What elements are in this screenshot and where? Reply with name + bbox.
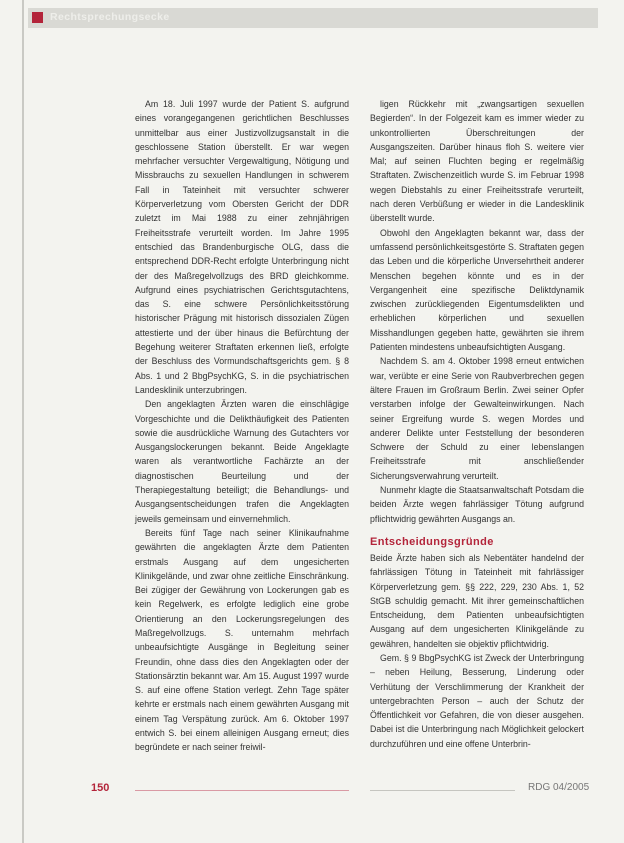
body-paragraph: Nunmehr klagte die Staatsanwaltschaft Potsdam die beiden Ärzte wegen fahrlässiger Tötung aufgrund pflichtwidrig gewährten Ausgangs an. [370, 485, 584, 524]
text-column-left [135, 97, 349, 755]
section-marker-icon [32, 12, 43, 23]
body-paragraph: Nachdem S. am 4. Oktober 1998 erneut entwichen war, verübte er eine Serie von Raubverbrechen gegen ältere Frauen im Großraum Berlin. Zwei seiner Opfer verstarben infolge der Gewalteinwirkungen. Nach seiner Ergreifung wurde S. wegen Mordes und anderer Delikte unter Feststellung der besonderen Schwere der Schuld zu einer lebenslangen Freiheitsstrafe mit anschließender Sicherungsverwahrung verurteilt. [370, 356, 584, 481]
section-header-bar [28, 8, 598, 28]
margin-rule [22, 0, 24, 843]
body-paragraph: Obwohl den Angeklagten bekannt war, dass der umfassend persönlichkeitsgestörte S. Straftaten gegen das Leben und die körperliche Unversehrtheit anderer Menschen begehen könnte und es in der Vergangenheit eine spezifische Deliktdynamik zwischen zurückliegenden Eigentumsdelikten und erheblichen körperlichen und sexuellen Misshandlungen gegeben hatte, gewährten sie ihrem Patienten mindestens unbeaufsichtigten Ausgang. [370, 227, 584, 353]
footer-rule-right [370, 790, 515, 791]
section-title: Rechtsprechungsecke [50, 11, 170, 23]
body-paragraph: Am 18. Juli 1997 wurde der Patient S. aufgrund eines vorangegangenen gerichtlichen Beschlusses unmittelbar aus einer Justizvollzugsanstalt in die geschlossene Station überstellt. Er war wegen mehrfacher versuchter Vergewaltigung, Nötigung und Missbrauchs zu sexuellen Handlungen in schwerem Fall in Tateinheit mit versuchter schwerer Körperverletzung vom Obersten Gericht der DDR zuletzt im Mai 1988 zu einer zehnjährigen Freiheitsstrafe verurteilt worden. Im Jahre 1995 entschied das Brandenburgische OLG, dass die entsprechend DDR-Recht erfolgte Unterbringung nicht der des Maßregelvollzugs des BRD gleichkomme. Aufgrund eines psychiatrischen Gerichtsgutachtens, das S. eine schwere Persönlichkeitsstörung historischer Prägung mit historisch dissozialen Zügen attestierte und der über hinaus die Befürchtung der Begehung weiterer Straftaten erkennen ließ, erfolgte der Beschluss des Vormundschaftsgerichts gem. § 8 Abs. 1 und 2 BbgPsychKG, S. in die psychiatrischen Landesklinik unterzubringen. [135, 99, 349, 395]
text-column-right [370, 97, 584, 751]
body-paragraph: Beide Ärzte haben sich als Nebentäter handelnd der fahrlässigen Tötung in Tateinheit mit fahrlässiger Körperverletzung gem. §§ 222, 229, 230 Abs. 1, 52 StGB schuldig gemacht. Mit ihrer gemeinschaftlichen Entscheidung, dem Patienten unbeaufsichtigten Ausgang auf dem ungesicherten Klinikgelände zu gewähren, handelten sie objektiv pflichtwidrig. [370, 552, 584, 649]
issue-reference: RDG 04/2005 [528, 782, 590, 793]
body-paragraph: ligen Rückkehr mit „zwangsartigen sexuellen Begierden“. In der Folgezeit kam es immer wieder zu unkontrollierten Überschreitungen der Ausgangszeiten. Darüber hinaus floh S. weitere vier Mal; auf seinen Fluchten beging er regelmäßig Straftaten. Zwischenzeitlich wurde S. im Februar 1998 wegen Diebstahls zu einer Freiheitsstrafe verurteilt, nach deren Verbüßung er wieder in die Landesklinik überstellt wurde. [370, 99, 584, 224]
section-heading: Entscheidungsgründe [370, 535, 494, 548]
page-number: 150 [91, 782, 110, 794]
footer-rule-left [135, 790, 349, 791]
body-paragraph: Bereits fünf Tage nach seiner Klinikaufnahme gewährten die angeklagten Ärzte dem Patienten erstmals Ausgang auf dem ungesicherten Klinikgelände, und zwar ohne zeitliche Einschränkung. Bei zügiger der Gewährung von Lockerungen gab es kein Regelwerk, es erfolgte lediglich eine grobe Orientierung an den Lockerungsregelungen des Maßregelvollzugs. S. unternahm mehrfach unbeaufsichtigte Ausgänge in Begleitung seiner Freundin, ohne dass dies den Angeklagten oder der Stationsärztin bekannt war. Am 15. August 1997 wurde S. auf eine offene Station verlegt. Zehn Tage später kehrte er erstmals nach einem gewährten Ausgang mit einem Tag Verspätung zurück. Am 6. Oktober 1997 entwich S. bei einem alleinigen Ausgang erneut; dies begründete er nach seiner freiwil- [135, 527, 349, 753]
body-paragraph: Den angeklagten Ärzten waren die einschlägige Vorgeschichte und die Delikthäufigkeit des Patienten sowie die ausdrückliche Warnung des Gutachters vor Ausgangslockerungen bekannt. Beide Angeklagte waren als verantwortliche Fachärzte an der diagnostischen Beurteilung und der Therapiegestaltung beteiligt; die Behandlungs- und Ausgangsentscheidungen trafen die Angeklagten jeweils gemeinsam und einvernehmlich. [135, 399, 349, 524]
body-paragraph: Gem. § 9 BbgPsychKG ist Zweck der Unterbringung – neben Heilung, Besserung, Linderung oder Verhütung der Verschlimmerung der Krankheit der untergebrachten Person – auch der Schutz der Öffentlichkeit vor Gefahren, die von dieser ausgehen. Dabei ist die Unterbringung nach Möglichkeit gelockert durchzuführen und eine offene Unterbrin- [370, 652, 584, 749]
